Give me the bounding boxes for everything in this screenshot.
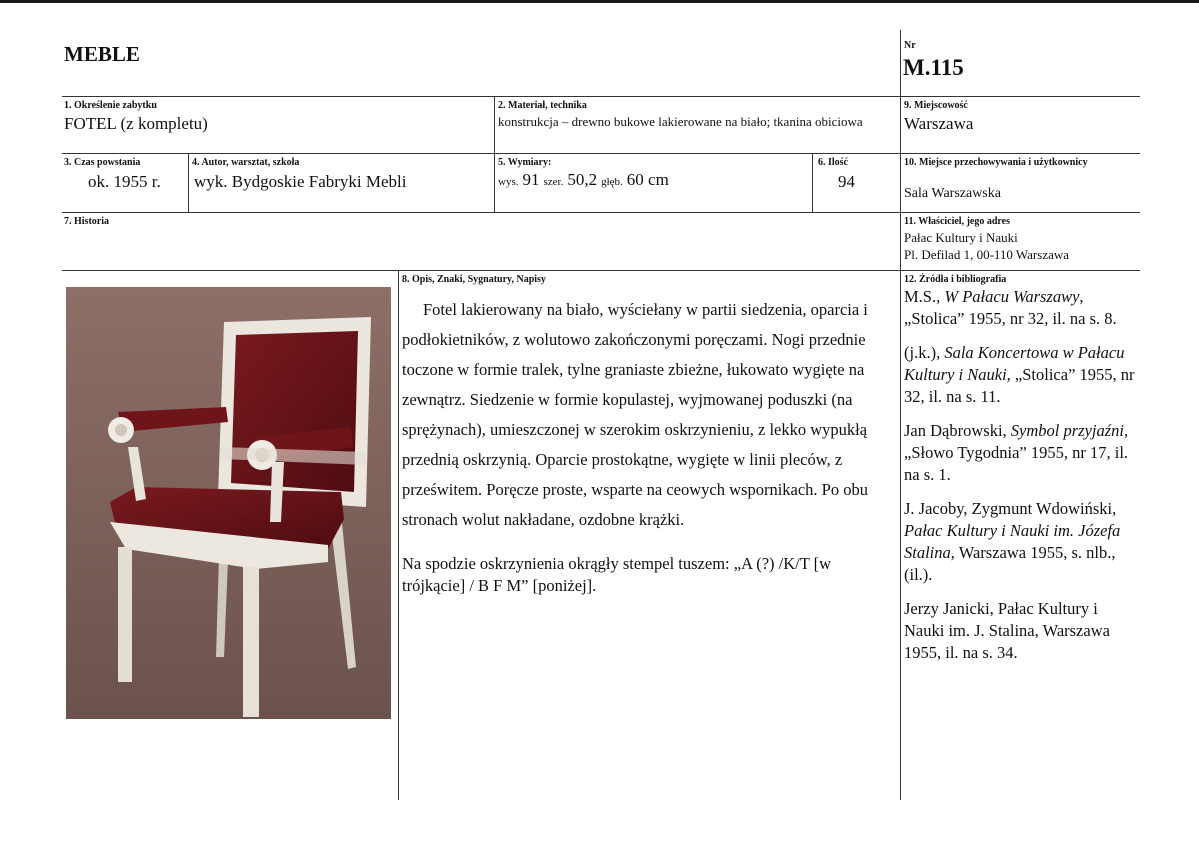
armchair-photo bbox=[66, 287, 391, 719]
divider bbox=[62, 270, 1140, 271]
height-label: wys. bbox=[498, 176, 519, 188]
category-title: MEBLE bbox=[64, 42, 140, 66]
field-4-label: 4. Autor, warsztat, szkoła bbox=[192, 157, 300, 168]
width-label: szer. bbox=[543, 176, 564, 188]
divider bbox=[62, 153, 1140, 154]
field-6-value: 94 bbox=[838, 172, 855, 191]
height-value: 91 bbox=[522, 170, 540, 189]
bibliography-entry: Jan Dąbrowski, Symbol przyjaźni, „Słowo Tygodnia” 1955, nr 17, il. na s. 1. bbox=[904, 421, 1129, 484]
field-3-label: 3. Czas powstania bbox=[64, 157, 141, 168]
bibliography bbox=[904, 286, 1136, 676]
field-8-label: 8. Opis, Znaki, Sygnatury, Napisy bbox=[402, 274, 546, 285]
field-11-label: 11. Właściciel, jego adres bbox=[904, 216, 1011, 227]
description bbox=[402, 295, 894, 597]
field-9-label: 9. Miejscowość bbox=[904, 100, 968, 111]
bibliography-entry: J. Jacoby, Zygmunt Wdowiński, Pałac Kultury i Nauki im. Józefa Stalina, Warszawa 1955, s. nlb., (il.). bbox=[904, 499, 1121, 584]
field-2-value: konstrukcja – drewno bukowe lakierowane na biało; tkanina obiciowa bbox=[498, 114, 863, 129]
divider bbox=[398, 270, 399, 800]
armchair-illustration bbox=[66, 287, 391, 719]
divider bbox=[494, 96, 495, 212]
top-edge bbox=[0, 0, 1199, 3]
field-6-label: 6. Ilość bbox=[818, 157, 848, 168]
bibliography-entry: M.S., W Pałacu Warszawy, „Stolica” 1955, nr 32, il. na s. 8. bbox=[904, 287, 1117, 328]
nr-value: M.115 bbox=[903, 55, 964, 80]
field-7-label: 7. Historia bbox=[64, 216, 109, 227]
field-2-label: 2. Materiał, technika bbox=[498, 100, 587, 111]
description-paragraph: Fotel lakierowany na biało, wyściełany w partii siedzenia, oparcia i podłokietników, z wolutowo zakończonymi poręczami. Nogi przednie toczone w formie tralek, tylne graniaste zbieżne, łukowato wygięte na zewnątrz. Siedzenie w formie kopulastej, wyjmowanej poduszki (na sprężynach), umieszczonej w szerokim oskrzynieniu, z lekko wypukłą przednią oskrzynią. Oparcie prostokątne, wygięte w linii pleców, z prześwitem. Poręcze proste, wsparte na ceowych wspornikach. Po obu stronach wolut nakładane, ozdobne krążki. bbox=[402, 300, 868, 529]
divider bbox=[188, 153, 189, 212]
bibliography-entry: Jerzy Janicki, Pałac Kultury i Nauki im. J. Stalina, Warszawa 1955, il. na s. 34. bbox=[904, 599, 1110, 662]
bibliography-entry: (j.k.), Sala Koncertowa w Pałacu Kultury i Nauki, „Stolica” 1955, nr 32, il. na s. 11. bbox=[904, 343, 1135, 406]
field-12-label: 12. Źródła i bibliografia bbox=[904, 274, 1007, 285]
divider bbox=[900, 30, 901, 800]
field-9-value: Warszawa bbox=[904, 114, 974, 133]
field-11-owner: Pałac Kultury i Nauki bbox=[904, 230, 1018, 245]
divider bbox=[812, 153, 813, 212]
dimensions bbox=[498, 170, 669, 190]
width-value: 50,2 bbox=[567, 170, 598, 189]
field-3-value: ok. 1955 r. bbox=[88, 172, 161, 191]
depth-value: 60 cm bbox=[626, 170, 669, 189]
field-1-label: 1. Określenie zabytku bbox=[64, 100, 157, 111]
field-11-address: Pl. Defilad 1, 00-110 Warszawa bbox=[904, 247, 1070, 262]
divider bbox=[62, 212, 1140, 213]
stamp-note: Na spodzie oskrzynienia okrągły stempel tuszem: „A (?) /K/T [w trójkącie] / B F M” [poniżej]. bbox=[402, 554, 832, 595]
field-4-value: wyk. Bydgoskie Fabryki Mebli bbox=[194, 172, 407, 191]
nr-label: Nr bbox=[904, 40, 916, 51]
field-5-label: 5. Wymiary: bbox=[498, 157, 552, 168]
depth-label: głęb. bbox=[601, 176, 623, 188]
divider bbox=[62, 96, 1140, 97]
field-10-label: 10. Miejsce przechowywania i użytkownicy bbox=[904, 157, 1088, 168]
field-10-value: Sala Warszawska bbox=[904, 186, 1001, 201]
field-1-value: FOTEL (z kompletu) bbox=[64, 114, 208, 133]
